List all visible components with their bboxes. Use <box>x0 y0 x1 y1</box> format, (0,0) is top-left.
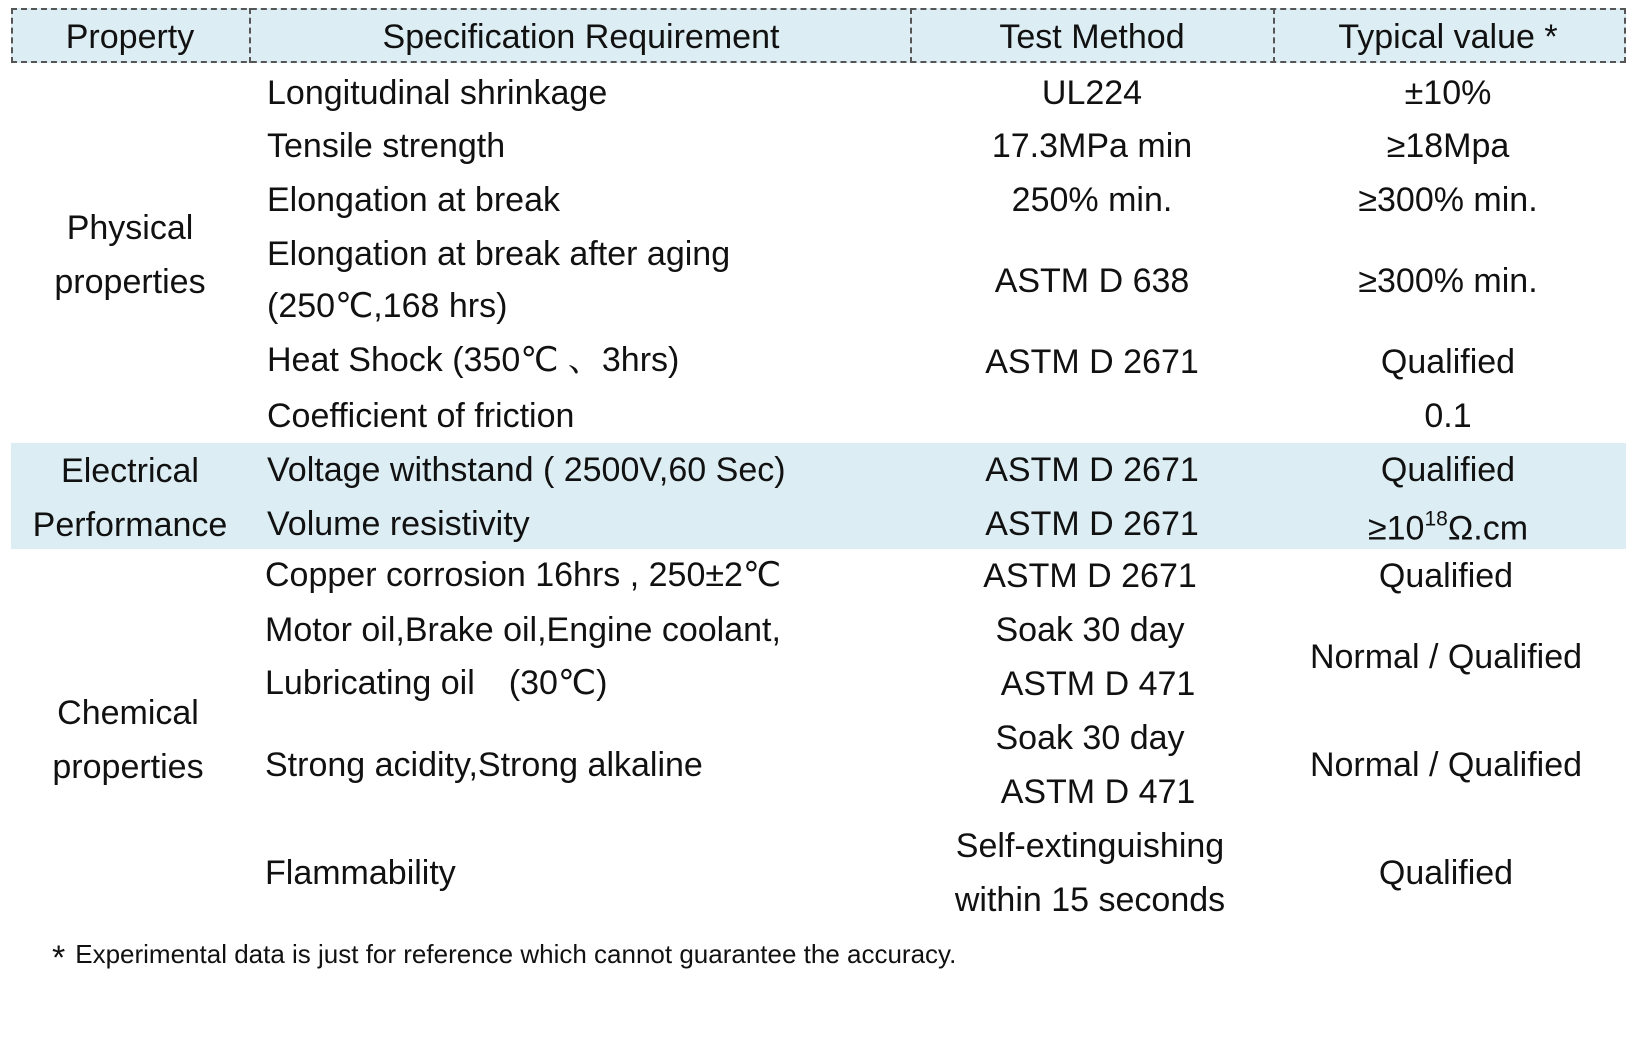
group-chemical-line1: Chemical <box>57 694 199 732</box>
spec-elongation-aging-line2: (250℃,168 hrs) <box>267 287 508 325</box>
spec-friction: Coefficient of friction <box>267 397 575 435</box>
spec-oils-line2: Lubricating oil (30℃) <box>265 664 608 702</box>
method-longitudinal: UL224 <box>1041 74 1143 112</box>
value-resistivity-exponent: 18 <box>1424 507 1448 531</box>
value-longitudinal: ±10% <box>1404 74 1492 112</box>
header-divider-3 <box>1273 8 1275 63</box>
group-electrical-line1: Electrical <box>61 452 199 490</box>
group-physical-line1: Physical <box>66 209 194 247</box>
spec-tensile: Tensile strength <box>267 127 506 165</box>
header-typical: Typical value * <box>1338 18 1558 56</box>
header-top-border <box>11 8 1626 10</box>
header-spec: Specification Requirement <box>382 18 780 56</box>
header-method: Test Method <box>999 18 1185 56</box>
spec-elongation: Elongation at break <box>267 181 560 219</box>
method-heat-shock: ASTM D 2671 <box>985 343 1199 381</box>
method-acid-line2: ASTM D 471 <box>1000 773 1196 811</box>
value-friction: 0.1 <box>1424 397 1472 435</box>
spec-longitudinal: Longitudinal shrinkage <box>267 74 608 112</box>
spec-voltage: Voltage withstand ( 2500V,60 Sec) <box>267 451 786 489</box>
spec-acid: Strong acidity,Strong alkaline <box>265 746 703 784</box>
method-voltage: ASTM D 2671 <box>985 451 1199 489</box>
value-elongation: ≥300% min. <box>1358 181 1538 219</box>
method-oils-line1: Soak 30 day <box>995 611 1185 649</box>
header-divider-1 <box>249 8 251 63</box>
header-property: Property <box>65 18 195 56</box>
spec-oils-line1: Motor oil,Brake oil,Engine coolant, <box>265 611 781 649</box>
group-chemical-line2: properties <box>52 748 204 786</box>
footnote <box>52 939 957 977</box>
header-bottom-border <box>11 61 1626 63</box>
header-border-right <box>1624 8 1626 63</box>
spec-elongation-aging-line1: Elongation at break after aging <box>267 235 731 273</box>
group-physical-line2: properties <box>54 263 206 301</box>
method-elongation: 250% min. <box>1011 181 1173 219</box>
value-acid: Normal / Qualified <box>1309 746 1583 784</box>
method-copper: ASTM D 2671 <box>983 557 1197 595</box>
group-electrical-line2: Performance <box>32 506 228 544</box>
value-elongation-aging: ≥300% min. <box>1358 262 1538 300</box>
spec-heat-shock: Heat Shock (350℃ 、3hrs) <box>267 341 680 379</box>
value-tensile: ≥18Mpa <box>1386 127 1510 165</box>
value-resistivity-base: ≥10 <box>1367 509 1425 548</box>
value-resistivity-unit: Ω.cm <box>1447 509 1529 548</box>
method-acid-line1: Soak 30 day <box>995 719 1185 757</box>
value-voltage: Qualified <box>1380 451 1516 489</box>
spec-resistivity: Volume resistivity <box>267 505 530 543</box>
method-tensile: 17.3MPa min <box>991 127 1193 165</box>
method-oils-line2: ASTM D 471 <box>1000 665 1196 703</box>
header-divider-2 <box>910 8 912 63</box>
value-flammability: Qualified <box>1378 854 1514 892</box>
value-resistivity <box>1368 500 1528 549</box>
footnote-text: Experimental data is just for reference which cannot guarantee the accuracy. <box>75 939 957 969</box>
value-oils: Normal / Qualified <box>1309 638 1583 676</box>
value-heat-shock: Qualified <box>1380 343 1516 381</box>
method-resistivity: ASTM D 2671 <box>985 505 1199 543</box>
method-flammability-line1: Self-extinguishing <box>955 827 1225 865</box>
footnote-star: * <box>52 939 66 977</box>
method-flammability-line2: within 15 seconds <box>954 881 1226 919</box>
spec-flammability: Flammability <box>265 854 456 892</box>
method-elongation-aging: ASTM D 638 <box>994 262 1190 300</box>
spec-copper: Copper corrosion 16hrs , 250±2℃ <box>265 556 782 594</box>
header-border-left <box>11 8 13 63</box>
value-copper: Qualified <box>1378 557 1514 595</box>
